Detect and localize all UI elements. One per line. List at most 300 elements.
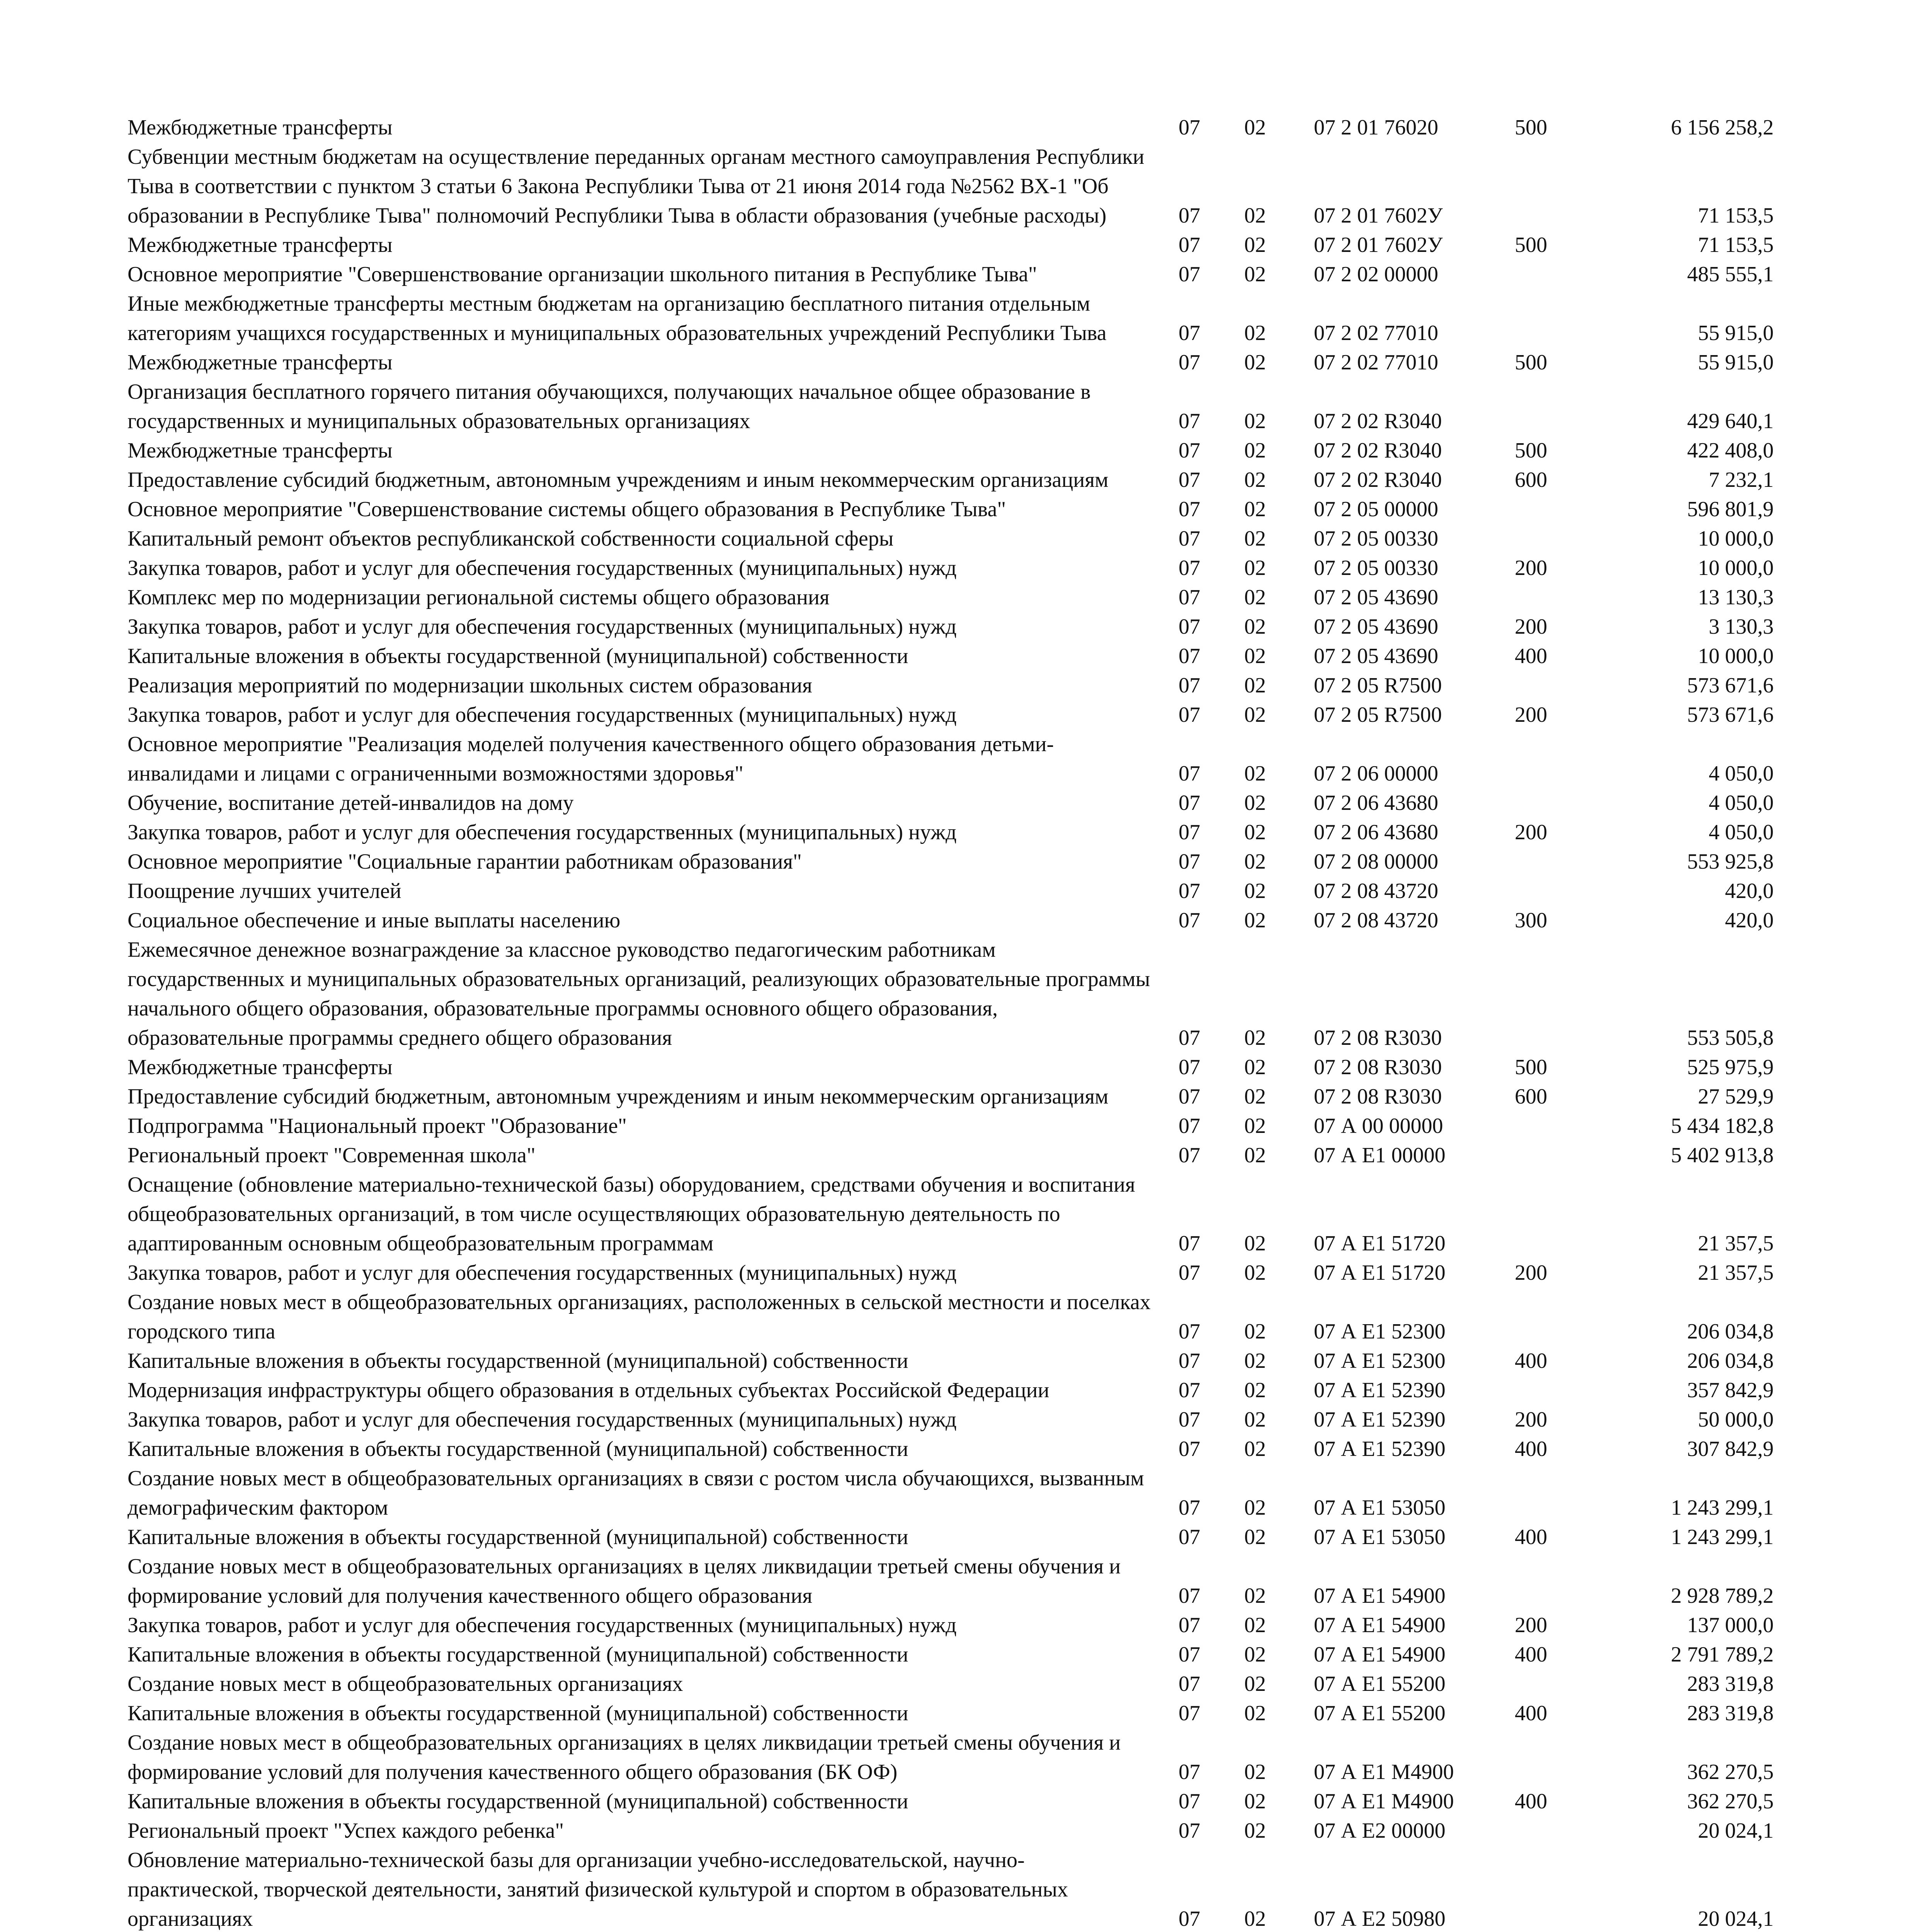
subsection-code: 02 <box>1244 409 1266 433</box>
table-row <box>128 495 1789 524</box>
target-article-code: 07 А Е2 50980 <box>1314 1907 1446 1931</box>
expense-type-code: 200 <box>1515 703 1547 727</box>
item-name: Обновление материально-технической базы для организации учебно-исследовательской, научно-практической, творческой деятельности, занятий физической культурой и спортом в образовательных организациях <box>128 1848 1068 1931</box>
item-name: Ежемесячное денежное вознаграждение за классное руководство педагогическим работникам государственных и муниципальных образовательных организаций, реализующих образовательные программы начального общего образования, образовательные программы основного общего образования, образовательные программы среднего общего образования <box>128 938 1150 1050</box>
amount: 206 034,8 <box>1687 1349 1774 1373</box>
table-row <box>128 1816 1789 1845</box>
amount: 573 671,6 <box>1687 673 1774 697</box>
table-row <box>128 1376 1789 1405</box>
section-code: 07 <box>1179 1320 1200 1344</box>
table-row <box>128 730 1789 788</box>
expense-type-code <box>1503 1728 1596 1787</box>
target-article-code: 07 2 05 43690 <box>1314 585 1438 609</box>
subsection-code: 02 <box>1244 556 1266 580</box>
target-article-code: 07 2 01 76020 <box>1314 116 1438 139</box>
table-row <box>128 553 1789 583</box>
expense-type-code <box>1503 1816 1596 1845</box>
item-name: Обучение, воспитание детей-инвалидов на дому <box>128 791 574 815</box>
table-row <box>128 113 1789 142</box>
item-name: Капитальные вложения в объекты государственной (муниципальной) собственности <box>128 1525 908 1549</box>
expense-type-code: 400 <box>1515 1437 1547 1461</box>
table-row <box>128 1669 1789 1699</box>
table-row <box>128 377 1789 436</box>
target-article-code: 07 А Е1 53050 <box>1314 1496 1446 1520</box>
table-row <box>128 142 1789 230</box>
target-article-code: 07 2 08 43720 <box>1314 879 1438 903</box>
item-name: Закупка товаров, работ и услуг для обеспечения государственных (муниципальных) нужд <box>128 556 957 580</box>
target-article-code: 07 2 06 43680 <box>1314 791 1438 815</box>
expense-type-code <box>1503 495 1596 524</box>
section-code: 07 <box>1179 321 1200 345</box>
expense-type-code: 200 <box>1515 556 1547 580</box>
subsection-code: 02 <box>1244 673 1266 697</box>
item-name: Закупка товаров, работ и услуг для обеспечения государственных (муниципальных) нужд <box>128 820 957 844</box>
table-row <box>128 348 1789 377</box>
expense-type-code: 400 <box>1515 1525 1547 1549</box>
target-article-code: 07 2 05 00330 <box>1314 556 1438 580</box>
target-article-code: 07 А Е1 М4900 <box>1314 1789 1454 1813</box>
amount: 1 243 299,1 <box>1671 1496 1774 1520</box>
target-article-code: 07 А Е1 00000 <box>1314 1143 1446 1167</box>
subsection-code: 02 <box>1244 116 1266 139</box>
item-name: Региональный проект "Современная школа" <box>128 1143 536 1167</box>
amount: 422 408,0 <box>1687 439 1774 463</box>
target-article-code: 07 А Е1 55200 <box>1314 1701 1446 1725</box>
expense-type-code <box>1503 260 1596 289</box>
section-code: 07 <box>1179 556 1200 580</box>
target-article-code: 07 2 08 R3030 <box>1314 1055 1442 1079</box>
section-code: 07 <box>1179 350 1200 374</box>
amount: 429 640,1 <box>1687 409 1774 433</box>
subsection-code: 02 <box>1244 439 1266 463</box>
item-name: Межбюджетные трансферты <box>128 233 393 257</box>
section-code: 07 <box>1179 1114 1200 1138</box>
amount: 283 319,8 <box>1687 1672 1774 1696</box>
item-name: Межбюджетные трансферты <box>128 116 393 139</box>
table-row <box>128 260 1789 289</box>
expense-type-code: 600 <box>1515 1085 1547 1109</box>
subsection-code: 02 <box>1244 1643 1266 1667</box>
item-name: Предоставление субсидий бюджетным, автономным учреждениям и иным некоммерческим организациям <box>128 468 1109 492</box>
section-code: 07 <box>1179 1760 1200 1784</box>
item-name: Капитальные вложения в объекты государственной (муниципальной) собственности <box>128 1437 908 1461</box>
section-code: 07 <box>1179 762 1200 786</box>
table-row <box>128 1082 1789 1111</box>
table-row <box>128 1845 1789 1932</box>
amount: 362 270,5 <box>1687 1760 1774 1784</box>
target-article-code: 07 А Е1 53050 <box>1314 1525 1446 1549</box>
amount: 206 034,8 <box>1687 1320 1774 1344</box>
item-name: Создание новых мест в общеобразовательных организациях в связи с ростом числа обучающихся, вызванным демографическим фактором <box>128 1466 1144 1520</box>
subsection-code: 02 <box>1244 762 1266 786</box>
amount: 21 357,5 <box>1698 1261 1774 1285</box>
subsection-code: 02 <box>1244 350 1266 374</box>
section-code: 07 <box>1179 1026 1200 1050</box>
table-row <box>128 1170 1789 1258</box>
expense-type-code <box>1503 1141 1596 1170</box>
target-article-code: 07 А Е1 52390 <box>1314 1378 1446 1402</box>
target-article-code: 07 2 08 R3030 <box>1314 1085 1442 1109</box>
item-name: Закупка товаров, работ и услуг для обеспечения государственных (муниципальных) нужд <box>128 1408 957 1432</box>
target-article-code: 07 А Е1 52390 <box>1314 1437 1446 1461</box>
expense-type-code: 500 <box>1515 1055 1547 1079</box>
budget-table-body <box>128 113 1789 1932</box>
expense-type-code: 200 <box>1515 820 1547 844</box>
section-code: 07 <box>1179 409 1200 433</box>
table-row <box>128 612 1789 641</box>
item-name: Региональный проект "Успех каждого ребенка" <box>128 1819 564 1843</box>
target-article-code: 07 2 06 00000 <box>1314 762 1438 786</box>
section-code: 07 <box>1179 1085 1200 1109</box>
item-name: Предоставление субсидий бюджетным, автономным учреждениям и иным некоммерческим организациям <box>128 1085 1109 1109</box>
amount: 10 000,0 <box>1698 556 1774 580</box>
expense-type-code <box>1503 1552 1596 1611</box>
table-row <box>128 671 1789 700</box>
amount: 13 130,3 <box>1698 585 1774 609</box>
section-code: 07 <box>1179 1643 1200 1667</box>
section-code: 07 <box>1179 615 1200 639</box>
item-name: Капитальные вложения в объекты государственной (муниципальной) собственности <box>128 644 908 668</box>
section-code: 07 <box>1179 468 1200 492</box>
section-code: 07 <box>1179 262 1200 286</box>
amount: 10 000,0 <box>1698 644 1774 668</box>
table-row <box>128 524 1789 553</box>
item-name: Основное мероприятие "Социальные гарантии работникам образования" <box>128 850 802 874</box>
item-name: Создание новых мест в общеобразовательных организациях, расположенных в сельской местности и поселках городского типа <box>128 1290 1151 1344</box>
subsection-code: 02 <box>1244 1378 1266 1402</box>
amount: 55 915,0 <box>1698 321 1774 345</box>
section-code: 07 <box>1179 1789 1200 1813</box>
item-name: Основное мероприятие "Реализация моделей получения качественного общего образования детьми-инвалидами и лицами с ограниченными возможностями здоровья" <box>128 732 1054 786</box>
subsection-code: 02 <box>1244 791 1266 815</box>
target-article-code: 07 2 05 43690 <box>1314 615 1438 639</box>
subsection-code: 02 <box>1244 1789 1266 1813</box>
expense-type-code: 500 <box>1515 233 1547 257</box>
expense-type-code <box>1503 1464 1596 1522</box>
target-article-code: 07 2 01 7602У <box>1314 204 1443 228</box>
item-name: Закупка товаров, работ и услуг для обеспечения государственных (муниципальных) нужд <box>128 1261 957 1285</box>
table-row <box>128 1699 1789 1728</box>
target-article-code: 07 2 02 00000 <box>1314 262 1438 286</box>
table-row <box>128 1053 1789 1082</box>
expense-type-code: 500 <box>1515 116 1547 139</box>
amount: 307 842,9 <box>1687 1437 1774 1461</box>
table-row <box>128 876 1789 906</box>
expense-type-code: 400 <box>1515 644 1547 668</box>
table-row <box>128 1434 1789 1464</box>
expense-type-code: 200 <box>1515 1613 1547 1637</box>
section-code: 07 <box>1179 850 1200 874</box>
amount: 420,0 <box>1725 908 1774 932</box>
amount: 27 529,9 <box>1698 1085 1774 1109</box>
section-code: 07 <box>1179 497 1200 521</box>
section-code: 07 <box>1179 1055 1200 1079</box>
amount: 485 555,1 <box>1687 262 1774 286</box>
item-name: Закупка товаров, работ и услуг для обеспечения государственных (муниципальных) нужд <box>128 1613 957 1637</box>
subsection-code: 02 <box>1244 1819 1266 1843</box>
section-code: 07 <box>1179 1349 1200 1373</box>
target-article-code: 07 2 05 R7500 <box>1314 673 1442 697</box>
item-name: Капитальные вложения в объекты государственной (муниципальной) собственности <box>128 1349 908 1373</box>
section-code: 07 <box>1179 1408 1200 1432</box>
table-row <box>128 1522 1789 1552</box>
section-code: 07 <box>1179 1496 1200 1520</box>
subsection-code: 02 <box>1244 615 1266 639</box>
section-code: 07 <box>1179 673 1200 697</box>
table-row <box>128 847 1789 876</box>
table-row <box>128 1405 1789 1434</box>
section-code: 07 <box>1179 820 1200 844</box>
amount: 2 791 789,2 <box>1671 1643 1774 1667</box>
expense-type-code <box>1503 1111 1596 1141</box>
amount: 6 156 258,2 <box>1671 116 1774 139</box>
expense-type-code <box>1503 1845 1596 1932</box>
amount: 21 357,5 <box>1698 1231 1774 1255</box>
section-code: 07 <box>1179 879 1200 903</box>
expense-type-code <box>1503 671 1596 700</box>
subsection-code: 02 <box>1244 1055 1266 1079</box>
target-article-code: 07 2 05 00000 <box>1314 497 1438 521</box>
amount: 573 671,6 <box>1687 703 1774 727</box>
target-article-code: 07 2 08 00000 <box>1314 850 1438 874</box>
item-name: Закупка товаров, работ и услуг для обеспечения государственных (муниципальных) нужд <box>128 703 957 727</box>
section-code: 07 <box>1179 527 1200 551</box>
target-article-code: 07 А Е1 52300 <box>1314 1349 1446 1373</box>
table-row <box>128 1728 1789 1787</box>
table-row <box>128 1287 1789 1346</box>
table-row <box>128 906 1789 935</box>
section-code: 07 <box>1179 233 1200 257</box>
table-row <box>128 935 1789 1053</box>
subsection-code: 02 <box>1244 1320 1266 1344</box>
amount: 3 130,3 <box>1709 615 1774 639</box>
target-article-code: 07 А Е1 М4900 <box>1314 1760 1454 1784</box>
target-article-code: 07 2 02 77010 <box>1314 321 1438 345</box>
amount: 71 153,5 <box>1698 204 1774 228</box>
subsection-code: 02 <box>1244 1114 1266 1138</box>
item-name: Основное мероприятие "Совершенствование системы общего образования в Республике Тыва" <box>128 497 1006 521</box>
target-article-code: 07 2 08 43720 <box>1314 908 1438 932</box>
subsection-code: 02 <box>1244 908 1266 932</box>
target-article-code: 07 А Е1 55200 <box>1314 1672 1446 1696</box>
section-code: 07 <box>1179 1525 1200 1549</box>
expense-type-code <box>1503 730 1596 788</box>
table-row <box>128 1141 1789 1170</box>
expense-type-code: 300 <box>1515 908 1547 932</box>
section-code: 07 <box>1179 1907 1200 1931</box>
expense-type-code: 400 <box>1515 1643 1547 1667</box>
amount: 20 024,1 <box>1698 1819 1774 1843</box>
amount: 1 243 299,1 <box>1671 1525 1774 1549</box>
expense-type-code: 600 <box>1515 468 1547 492</box>
subsection-code: 02 <box>1244 1261 1266 1285</box>
subsection-code: 02 <box>1244 850 1266 874</box>
item-name: Создание новых мест в общеобразовательных организациях в целях ликвидации третьей смены обучения и формирование условий для получения качественного общего образования <box>128 1554 1121 1608</box>
subsection-code: 02 <box>1244 321 1266 345</box>
subsection-code: 02 <box>1244 233 1266 257</box>
subsection-code: 02 <box>1244 1672 1266 1696</box>
amount: 5 434 182,8 <box>1671 1114 1774 1138</box>
amount: 5 402 913,8 <box>1671 1143 1774 1167</box>
section-code: 07 <box>1179 1437 1200 1461</box>
section-code: 07 <box>1179 1261 1200 1285</box>
subsection-code: 02 <box>1244 468 1266 492</box>
item-name: Основное мероприятие "Совершенствование организации школьного питания в Республике Тыва" <box>128 262 1037 286</box>
table-row <box>128 1640 1789 1669</box>
subsection-code: 02 <box>1244 1584 1266 1608</box>
expense-type-code <box>1503 289 1596 348</box>
target-article-code: 07 2 02 77010 <box>1314 350 1438 374</box>
item-name: Межбюджетные трансферты <box>128 439 393 463</box>
amount: 137 000,0 <box>1687 1613 1774 1637</box>
expense-type-code <box>1503 1669 1596 1699</box>
expense-type-code <box>1503 524 1596 553</box>
item-name: Социальное обеспечение и иные выплаты населению <box>128 908 621 932</box>
table-row <box>128 230 1789 260</box>
item-name: Закупка товаров, работ и услуг для обеспечения государственных (муниципальных) нужд <box>128 615 957 639</box>
table-row <box>128 700 1789 730</box>
expense-type-code: 500 <box>1515 350 1547 374</box>
item-name: Создание новых мест в общеобразовательных организациях <box>128 1672 683 1696</box>
expense-type-code: 400 <box>1515 1349 1547 1373</box>
table-row <box>128 465 1789 495</box>
target-article-code: 07 2 02 R3040 <box>1314 409 1442 433</box>
expense-type-code <box>1503 377 1596 436</box>
item-name: Капитальный ремонт объектов республиканской собственности социальной сферы <box>128 527 894 551</box>
subsection-code: 02 <box>1244 1085 1266 1109</box>
amount: 4 050,0 <box>1709 791 1774 815</box>
item-name: Капитальные вложения в объекты государственной (муниципальной) собственности <box>128 1789 908 1813</box>
section-code: 07 <box>1179 1613 1200 1637</box>
amount: 4 050,0 <box>1709 820 1774 844</box>
target-article-code: 07 А Е1 54900 <box>1314 1584 1446 1608</box>
subsection-code: 02 <box>1244 527 1266 551</box>
expense-type-code: 400 <box>1515 1701 1547 1725</box>
section-code: 07 <box>1179 1819 1200 1843</box>
table-row <box>128 1346 1789 1376</box>
table-row <box>128 1111 1789 1141</box>
table-row <box>128 1611 1789 1640</box>
amount: 71 153,5 <box>1698 233 1774 257</box>
amount: 10 000,0 <box>1698 527 1774 551</box>
item-name: Капитальные вложения в объекты государственной (муниципальной) собственности <box>128 1701 908 1725</box>
table-row <box>128 289 1789 348</box>
item-name: Комплекс мер по модернизации региональной системы общего образования <box>128 585 830 609</box>
expense-type-code <box>1503 583 1596 612</box>
amount: 553 925,8 <box>1687 850 1774 874</box>
item-name: Создание новых мест в общеобразовательных организациях в целях ликвидации третьей смены обучения и формирование условий для получения качественного общего образования (БК ОФ) <box>128 1731 1121 1784</box>
amount: 20 024,1 <box>1698 1907 1774 1931</box>
subsection-code: 02 <box>1244 879 1266 903</box>
subsection-code: 02 <box>1244 1143 1266 1167</box>
target-article-code: 07 2 01 7602У <box>1314 233 1443 257</box>
amount: 420,0 <box>1725 879 1774 903</box>
subsection-code: 02 <box>1244 262 1266 286</box>
amount: 50 000,0 <box>1698 1408 1774 1432</box>
item-name: Организация бесплатного горячего питания обучающихся, получающих начальное общее образование в государственных и муниципальных образовательных организациях <box>128 380 1091 433</box>
budget-table <box>128 113 1789 1932</box>
section-code: 07 <box>1179 703 1200 727</box>
expense-type-code <box>1503 876 1596 906</box>
target-article-code: 07 2 02 R3040 <box>1314 439 1442 463</box>
expense-type-code: 500 <box>1515 439 1547 463</box>
section-code: 07 <box>1179 791 1200 815</box>
expense-type-code <box>1503 1287 1596 1346</box>
table-row <box>128 1464 1789 1522</box>
item-name: Иные межбюджетные трансферты местным бюджетам на организацию бесплатного питания отдельным категориям учащихся государственных и муниципальных образовательных учреждений Республики Тыва <box>128 292 1107 345</box>
amount: 2 928 789,2 <box>1671 1584 1774 1608</box>
amount: 55 915,0 <box>1698 350 1774 374</box>
amount: 357 842,9 <box>1687 1378 1774 1402</box>
table-row <box>128 788 1789 818</box>
subsection-code: 02 <box>1244 1701 1266 1725</box>
amount: 525 975,9 <box>1687 1055 1774 1079</box>
target-article-code: 07 А Е1 51720 <box>1314 1231 1446 1255</box>
subsection-code: 02 <box>1244 1613 1266 1637</box>
subsection-code: 02 <box>1244 204 1266 228</box>
section-code: 07 <box>1179 1231 1200 1255</box>
expense-type-code <box>1503 847 1596 876</box>
section-code: 07 <box>1179 1584 1200 1608</box>
table-row <box>128 436 1789 465</box>
subsection-code: 02 <box>1244 1496 1266 1520</box>
subsection-code: 02 <box>1244 1525 1266 1549</box>
target-article-code: 07 А Е1 52390 <box>1314 1408 1446 1432</box>
expense-type-code <box>1503 1170 1596 1258</box>
subsection-code: 02 <box>1244 585 1266 609</box>
subsection-code: 02 <box>1244 1760 1266 1784</box>
item-name: Субвенции местным бюджетам на осуществление переданных органам местного самоуправления Республики Тыва в соответствии с пунктом 3 статьи 6 Закона Республики Тыва от 21 июня 2014 года №2562 ВХ-1 "Об образовании в Республике Тыва" полномочий Республики Тыва в области образования (учебные расходы) <box>128 145 1145 228</box>
target-article-code: 07 2 06 43680 <box>1314 820 1438 844</box>
item-name: Межбюджетные трансферты <box>128 1055 393 1079</box>
target-article-code: 07 2 05 R7500 <box>1314 703 1442 727</box>
item-name: Реализация мероприятий по модернизации школьных систем образования <box>128 673 812 697</box>
target-article-code: 07 А Е1 51720 <box>1314 1261 1446 1285</box>
target-article-code: 07 2 05 00330 <box>1314 527 1438 551</box>
subsection-code: 02 <box>1244 703 1266 727</box>
expense-type-code: 200 <box>1515 1408 1547 1432</box>
amount: 7 232,1 <box>1709 468 1774 492</box>
section-code: 07 <box>1179 585 1200 609</box>
item-name: Поощрение лучших учителей <box>128 879 401 903</box>
expense-type-code <box>1503 142 1596 230</box>
subsection-code: 02 <box>1244 644 1266 668</box>
table-row <box>128 1258 1789 1287</box>
subsection-code: 02 <box>1244 1231 1266 1255</box>
subsection-code: 02 <box>1244 1907 1266 1931</box>
table-row <box>128 583 1789 612</box>
subsection-code: 02 <box>1244 1408 1266 1432</box>
section-code: 07 <box>1179 204 1200 228</box>
target-article-code: 07 А Е1 54900 <box>1314 1613 1446 1637</box>
table-row <box>128 818 1789 847</box>
target-article-code: 07 А Е1 52300 <box>1314 1320 1446 1344</box>
section-code: 07 <box>1179 1701 1200 1725</box>
item-name: Оснащение (обновление материально-технической базы) оборудованием, средствами обучения и воспитания общеобразовательных организаций, в том числе осуществляющих образовательную деятельность по адаптированным основным общеобразовательным программам <box>128 1173 1135 1255</box>
subsection-code: 02 <box>1244 1026 1266 1050</box>
section-code: 07 <box>1179 439 1200 463</box>
section-code: 07 <box>1179 644 1200 668</box>
target-article-code: 07 А Е1 54900 <box>1314 1643 1446 1667</box>
expense-type-code <box>1503 935 1596 1053</box>
section-code: 07 <box>1179 1378 1200 1402</box>
amount: 4 050,0 <box>1709 762 1774 786</box>
table-row <box>128 1552 1789 1611</box>
target-article-code: 07 2 02 R3040 <box>1314 468 1442 492</box>
subsection-code: 02 <box>1244 497 1266 521</box>
subsection-code: 02 <box>1244 1437 1266 1461</box>
target-article-code: 07 А Е2 00000 <box>1314 1819 1446 1843</box>
